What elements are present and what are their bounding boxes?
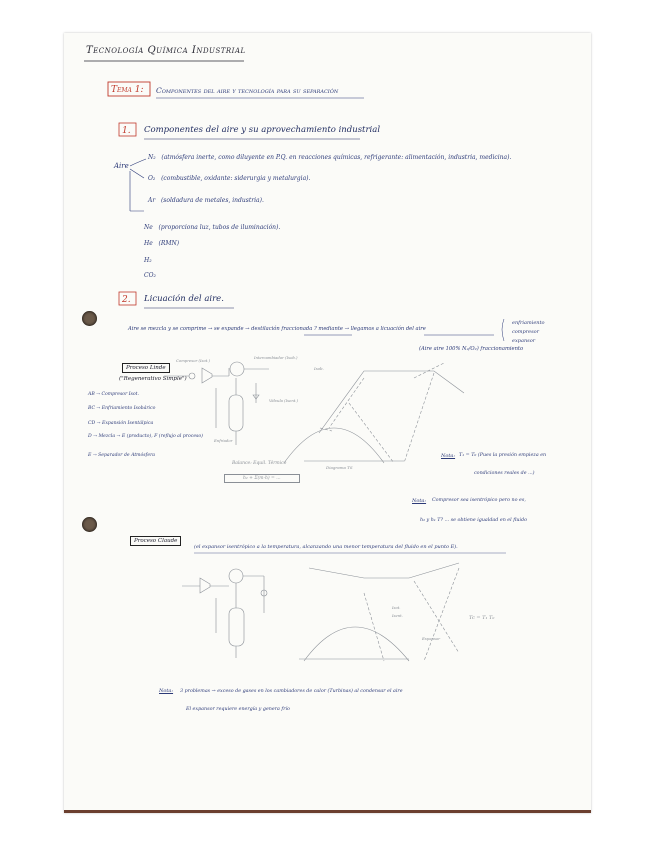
component-name: O₂ [148, 175, 156, 182]
section2-number: 2. [122, 295, 131, 305]
note2-text: Compresor sea isentrópico pero no es, [432, 498, 526, 503]
component-desc: (soldadura de metales, industria). [160, 197, 264, 204]
label-cooler: Enfriador [214, 438, 233, 443]
air-label: Aire [114, 162, 129, 170]
linde-step: D → Mezcla → E (producto), F (reflujo al proceso) [88, 434, 203, 439]
component-name: N₂ [148, 154, 156, 161]
linde-step: CD → Expansión Isentálpica [88, 421, 154, 426]
handwritten-drawings [64, 33, 591, 810]
component-desc: (proporciona luz, tubos de iluminación). [158, 224, 281, 231]
component-name: Ar [148, 197, 156, 204]
section2-intro: Aire se mezcla y se comprime → se expande → destilación fraccionada ? mediante → llegamos a licuación del aire [128, 326, 426, 332]
label-compressor: Compresor (Isot.) [176, 358, 210, 363]
topic-title: Componentes del aire y tecnología para su separación [156, 86, 339, 95]
note1-text2: condiciones reales de ...) [474, 471, 535, 476]
side-note-3: expansor [512, 338, 536, 344]
note1-label: Nota: [441, 453, 456, 459]
component-desc: (atmósfera inerte, como diluyente en P.Q. en reacciones químicas, refrigerante: alimentación, industria, medicina). [161, 154, 512, 161]
claude-right-note: Expansor [422, 636, 441, 641]
claude-right-note: Tc = T₁ T₀ [469, 615, 495, 621]
linde-subtitle: ("Regenerativo Simple") [119, 376, 187, 382]
section2-intro-note: (Aire aire 100% N₂/O₂) fraccionamiento [419, 346, 524, 352]
linde-box: Proceso Linde [122, 363, 170, 373]
note1-text: T₁ = T₀ (Pues la presión empieza en [459, 453, 547, 458]
note2-text3: h₂ y h₁ T? ... se obtiene igualdad en el fluido [420, 518, 527, 523]
ts-iso-label: Isob. [314, 366, 324, 371]
linde-step: AB → Compresor Isot. [88, 392, 139, 397]
side-note-1: enfriamiento [512, 320, 545, 326]
component-desc: (combustible, oxidante: siderurgia y metalurgia). [161, 175, 311, 182]
label-exchanger: Intercambiador (Isob.) [254, 355, 298, 360]
linde-step: BC → Enfriamiento Isobárico [88, 406, 156, 411]
balance-title: Balance: Equil. Térmico [232, 461, 287, 466]
ts-axis-label: Diagrama TS [326, 465, 353, 470]
note3-line1: 3 problemas → exceso de gases en los cambiadores de calor (Turbinas) al condensar el aire [180, 689, 403, 694]
note3-line2: El expansor requiere energía y genera frío [186, 707, 290, 712]
topic-label: Tema 1: [111, 85, 144, 95]
section2-title: Licuación del aire. [144, 294, 224, 304]
binder-hole-bottom [82, 517, 97, 532]
section1-title: Componentes del aire y su aprovechamiento industrial [144, 125, 381, 135]
component-name: He [144, 240, 153, 247]
claude-box: Proceso Claude [130, 536, 181, 546]
side-note-2: compresor [512, 329, 540, 335]
claude-right-note: Isent. [392, 613, 403, 618]
page-header: Tecnología Química Industrial [86, 45, 246, 56]
balance-equation: h₂ + Σ(m·h) = ... [224, 474, 300, 483]
component-desc: (RMN) [158, 240, 180, 247]
component-co2: CO₂ [144, 272, 156, 279]
note3-label: Nota: [159, 688, 174, 694]
linde-step: E → Separador de Atmósfera [88, 453, 155, 458]
notebook-page [64, 33, 591, 813]
note2-label: Nota: [412, 498, 427, 504]
component-h2: H₂ [144, 257, 152, 264]
claude-desc: (el expansor isentrópico a la temperatura, alcanzando una menor temperatura del fluido en el punto E). [194, 544, 458, 550]
section1-number: 1. [122, 126, 131, 136]
label-valve: Válvula (Isent.) [269, 398, 298, 403]
claude-right-note: Isot. [392, 605, 401, 610]
component-name: Ne [144, 224, 153, 231]
binder-hole-top [82, 311, 97, 326]
